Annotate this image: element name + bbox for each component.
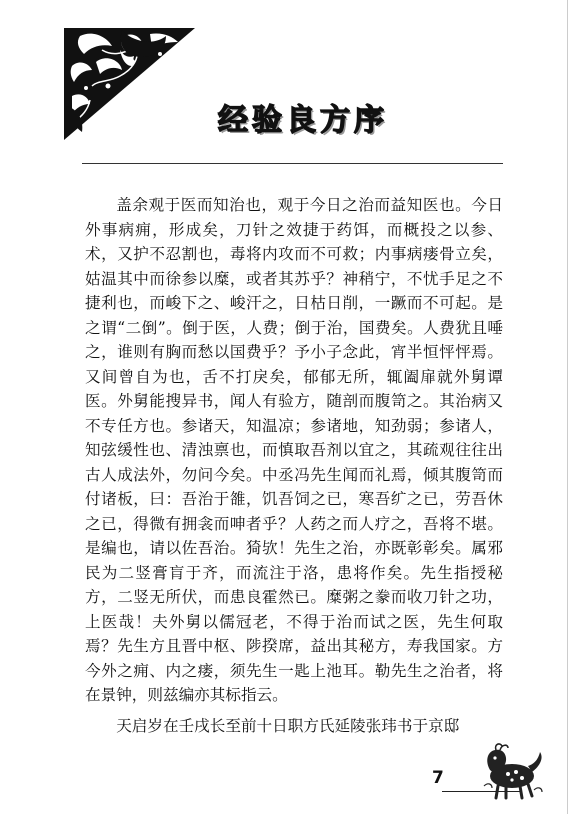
preface-body xyxy=(85,193,503,738)
title-divider xyxy=(82,163,503,164)
qilin-ornament-icon xyxy=(476,742,546,800)
preface-paragraph: 盖余观于医而知治也，观于今日之治而益知医也。今日外事病痈，形成矣，刀针之效捷于药饵，而概投之以参、术，又护不忍割也，毒将内攻而不可救；内事病瘘骨立矣，姑温其中而徐参以糜，或者其苏乎？神稍宁，不忧手足之不捷利也，而峻下之、峻汗之，日枯日削，一蹶而不可起。是之谓“二倒”。倒于医，人费；倒于治，国费矣。人费犹且唾之，谁则有胸而愁以国费乎？予小子念此，宵半恒怦怦焉。又间曾自为也，舌不打戾矣，郁郁无所，辄阖扉就外舅谭医。外舅能搜异书，闻人有验方，随剖而腹笥之。其治病又不专任方也。参诸天，知温凉；参诸地，知劲弱；参诸人，知弦缓性也、清浊禀也，而慎取吾剂以宜之，其疏观往往出古人成法外，勿问今矣。中丞冯先生闻而礼焉，倾其腹笥而付诸板，曰：吾治于雒，饥吾饲之已，寒吾纩之已，劳吾休之已，得微有拥衾而呻者乎？人药之而人疗之，吾将不堪。是编也，请以佐吾治。猗欤！先生之治，亦既彰彰矣。属邪民为二竖膏肓于齐，而流注于洛，患将作矣。先生指授秘方，二竖无所伏，而患良霍然已。糜粥之豢而收刀针之功，上医哉！夫外舅以儒冠老，不得于治而试之医，先生何取焉？先生方且晋中枢、陟揆席，益出其秘方，寿我国家。方今外之痈、内之瘘，须先生一匙上池耳。勒先生之治者，将在景钟，则兹编亦其标指云。 xyxy=(85,196,503,704)
corner-ornament-icon xyxy=(62,26,197,142)
page-title: 经验良方序 xyxy=(218,103,388,138)
page-edge xyxy=(567,0,568,814)
page-number: 7 xyxy=(432,768,444,788)
colophon: 天启岁在壬戌长至前十日职方氏延陵张玮书于京邸 xyxy=(116,716,460,735)
